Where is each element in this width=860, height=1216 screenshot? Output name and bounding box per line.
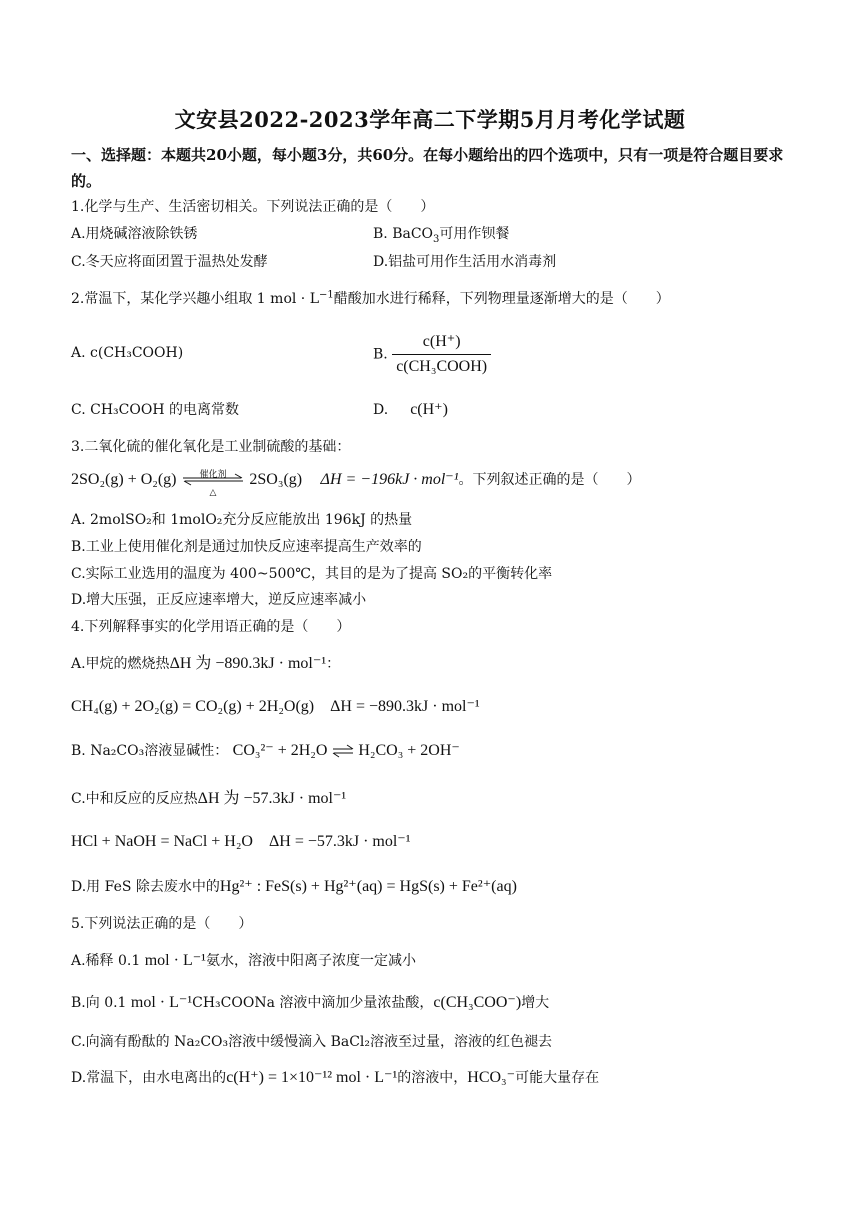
question-5-option-c: C.向滴有酚酞的 Na₂CO₃溶液中缓慢滴入 BaCl₂溶液至过量，溶液的红色褪去 xyxy=(71,1034,553,1050)
question-2-option-d: D. c(H⁺) xyxy=(373,401,448,418)
question-4-stem: 4.下列解释事实的化学用语正确的是（ ） xyxy=(71,619,351,635)
question-5-option-b: B.向 0.1 mol · L⁻¹CH₃COONa 溶液中滴加少量浓盐酸，c(CH₃COO⁻)增大 xyxy=(71,994,550,1011)
reversible-arrow-icon: 催化剂 △ xyxy=(181,471,245,489)
question-1-stem: 1.化学与生产、生活密切相关。下列说法正确的是（ ） xyxy=(71,199,435,215)
question-1-option-c: C.冬天应将面团置于温热处发酵 xyxy=(71,254,268,270)
question-3-stem: 3.二氧化硫的催化氧化是工业制硫酸的基础： xyxy=(71,439,351,455)
question-4-option-a: A.甲烷的燃烧热ΔH 为 −890.3kJ · mol⁻¹： xyxy=(71,655,341,672)
question-4-option-d: D.用 FeS 除去废水中的Hg²⁺ : FeS(s) + Hg²⁺(aq) = HgS(s) + Fe²⁺(aq) xyxy=(71,878,517,895)
section-heading: 一、选择题：本题共20小题，每小题3分，共60分。在每小题给出的四个选项中，只有一项是符合题目要求的。 xyxy=(71,146,784,190)
exam-title: 文安县2022-2023学年高二下学期5月月考化学试题 xyxy=(174,107,686,132)
question-4-option-c: C.中和反应的反应热ΔH 为 −57.3kJ · mol⁻¹ xyxy=(71,790,347,807)
question-5-stem: 5.下列说法正确的是（ ） xyxy=(71,916,253,932)
question-2-option-a: A. c(CH₃COOH) xyxy=(71,345,184,361)
question-5-option-a: A.稀释 0.1 mol · L⁻¹氨水，溶液中阳离子浓度一定减小 xyxy=(71,952,416,969)
question-3-option-a: A. 2molSO₂和 1molO₂充分反应能放出 196kJ 的热量 xyxy=(71,512,413,528)
question-1-option-a: A.用烧碱溶液除铁锈 xyxy=(71,226,198,242)
question-5-option-d: D.常温下，由水电离出的c(H⁺) = 1×10⁻¹² mol · L⁻¹的溶液中，HCO₃⁻可能大量存在 xyxy=(71,1069,600,1086)
question-3-option-b: B.工业上使用催化剂是通过加快反应速率提高生产效率的 xyxy=(71,539,422,555)
question-4-equation-a: CH₄(g) + 2O₂(g) = CO₂(g) + 2H₂O(g) ΔH = −890.3kJ · mol⁻¹ xyxy=(71,698,480,715)
question-2-option-c: C. CH₃COOH 的电离常数 xyxy=(71,402,239,418)
equilibrium-arrow-icon xyxy=(332,744,354,758)
question-2-stem: 2.常温下，某化学兴趣小组取 1 mol · $L^{-1}$醋酸加水进行稀释，下列物理量逐渐增大的是（ ） xyxy=(71,289,670,307)
question-3-option-d: D.增大压强，正反应速率增大，逆反应速率减小 xyxy=(71,592,367,608)
question-3-equation: 2SO₂(g) + O₂(g) 催化剂 △ 2SO₃(g) ΔH = −196kJ · mol⁻¹。下列叙述正确的是（ ） xyxy=(71,470,641,498)
fraction: $\frac{c(H^+)}{\text{c(CH₃COOH)}}$ xyxy=(392,332,491,377)
question-4-equation-c: HCl + NaOH = NaCl + H₂O ΔH = −57.3kJ · mol⁻¹ xyxy=(71,833,411,850)
question-4-option-b: B. Na₂CO₃溶液显碱性： CO₃²⁻ + 2H₂O H₂CO₃ + 2OH⁻ xyxy=(71,742,460,759)
question-2-option-b: B. $\frac{c(H^+)}{\text{c(CH₃COOH)}}$ xyxy=(373,332,491,377)
question-3-option-c: C.实际工业选用的温度为 400~500℃，其目的是为了提高 SO₂的平衡转化率 xyxy=(71,566,553,582)
question-1-option-d: D.铝盐可用作生活用水消毒剂 xyxy=(373,254,557,270)
question-1-option-b: B. BaCO$_3$可用作钡餐 xyxy=(373,226,510,245)
